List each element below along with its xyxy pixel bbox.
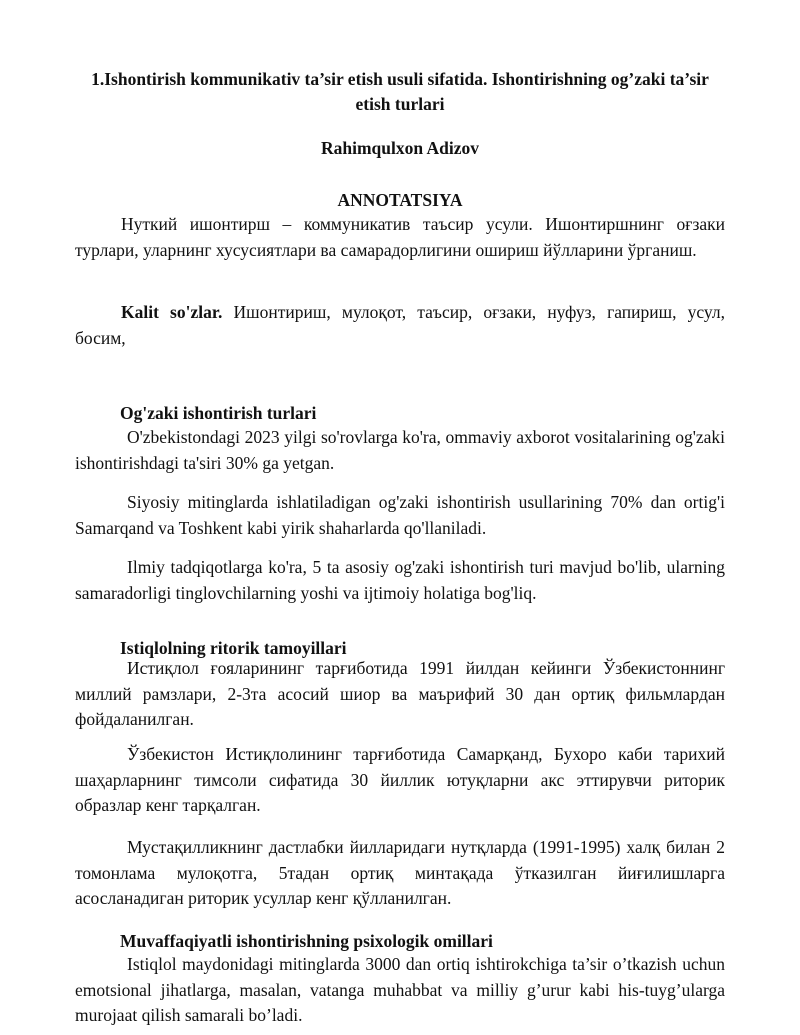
- section-heading: Muvaffaqiyatli ishontirishning psixologik omillari: [120, 931, 493, 951]
- keywords-text: Ишонтириш, мулоқот, таъсир, оғзаки, нуфуз, гапириш, усул, босим,: [75, 302, 725, 348]
- document-title: 1.Ishontirish kommunikativ ta’sir etish usuli sifatida. Ishontirishning og’zaki ta’sir etish turlari: [91, 69, 709, 114]
- annotation-heading: ANNOTATSIYA: [337, 190, 463, 210]
- section-paragraph: Ўзбекистон Истиқлолининг тарғиботида Самарқанд, Бухоро каби тарихий шаҳарларнинг тимсоли сифатида 30 йиллик ютуқларни акс эттирувчи риторик образлар кенг тарқалган.: [75, 744, 725, 815]
- section-paragraph: Ilmiy tadqiqotlarga ko'ra, 5 ta asosiy og'zaki ishontirish turi mavjud bo'lib, ularning samaradorligi tinglovchilarning yoshi va ijtimoiy holatiga bog'liq.: [75, 557, 725, 603]
- section-heading: Og'zaki ishontirish turlari: [120, 403, 317, 423]
- keywords-paragraph: [75, 300, 725, 351]
- section-paragraph: Siyosiy mitinglarda ishlatiladigan og'zaki ishontirish usullarining 70% dan ortig'i Samarqand va Toshkent kabi yirik shaharlarda qo'llaniladi.: [75, 492, 725, 538]
- section-paragraph: O'zbekistondagi 2023 yilgi so'rovlarga ko'ra, ommaviy axborot vositalarining og'zaki ishontirishdagi ta'siri 30% ga yetgan.: [75, 427, 725, 473]
- author-name: Rahimqulxon Adizov: [320, 138, 480, 158]
- section-paragraph: Мустақилликнинг дастлабки йилларидаги нутқларда (1991-1995) халқ билан 2 томонлама мулоқотга, 5тадан ортиқ минтақада ўтказилган йиғилишларга асосланадиган риторик усуллар кенг қўлланилган.: [75, 837, 725, 908]
- annotation-text: Нуткий ишонтирш – коммуникатив таъсир усули. Ишонтиршнинг оғзаки турлари, уларнинг хусусиятлари ва самарадорлигини ошириш йўлларини ўрганиш.: [75, 214, 725, 260]
- keywords-label: Kalit so'zlar.: [121, 302, 223, 322]
- section-heading: Istiqlolning ritorik tamoyillari: [120, 638, 347, 658]
- section-paragraph: Истиқлол ғояларининг тарғиботида 1991 йилдан кейинги Ўзбекистоннинг миллий рамзлари, 2-3та асосий шиор ва маърифий 30 дан ортиқ фильмлардан фойдаланилган.: [75, 658, 725, 729]
- section-paragraph: Istiqlol maydonidagi mitinglarda 3000 dan ortiq ishtirokchiga ta’sir o’tkazish uchun emotsional jihatlarga, masalan, vatanga muhabbat va milliy g’urur kabi his-tuyg’ularga murojaat qilish samarali bo’ladi.: [75, 954, 725, 1025]
